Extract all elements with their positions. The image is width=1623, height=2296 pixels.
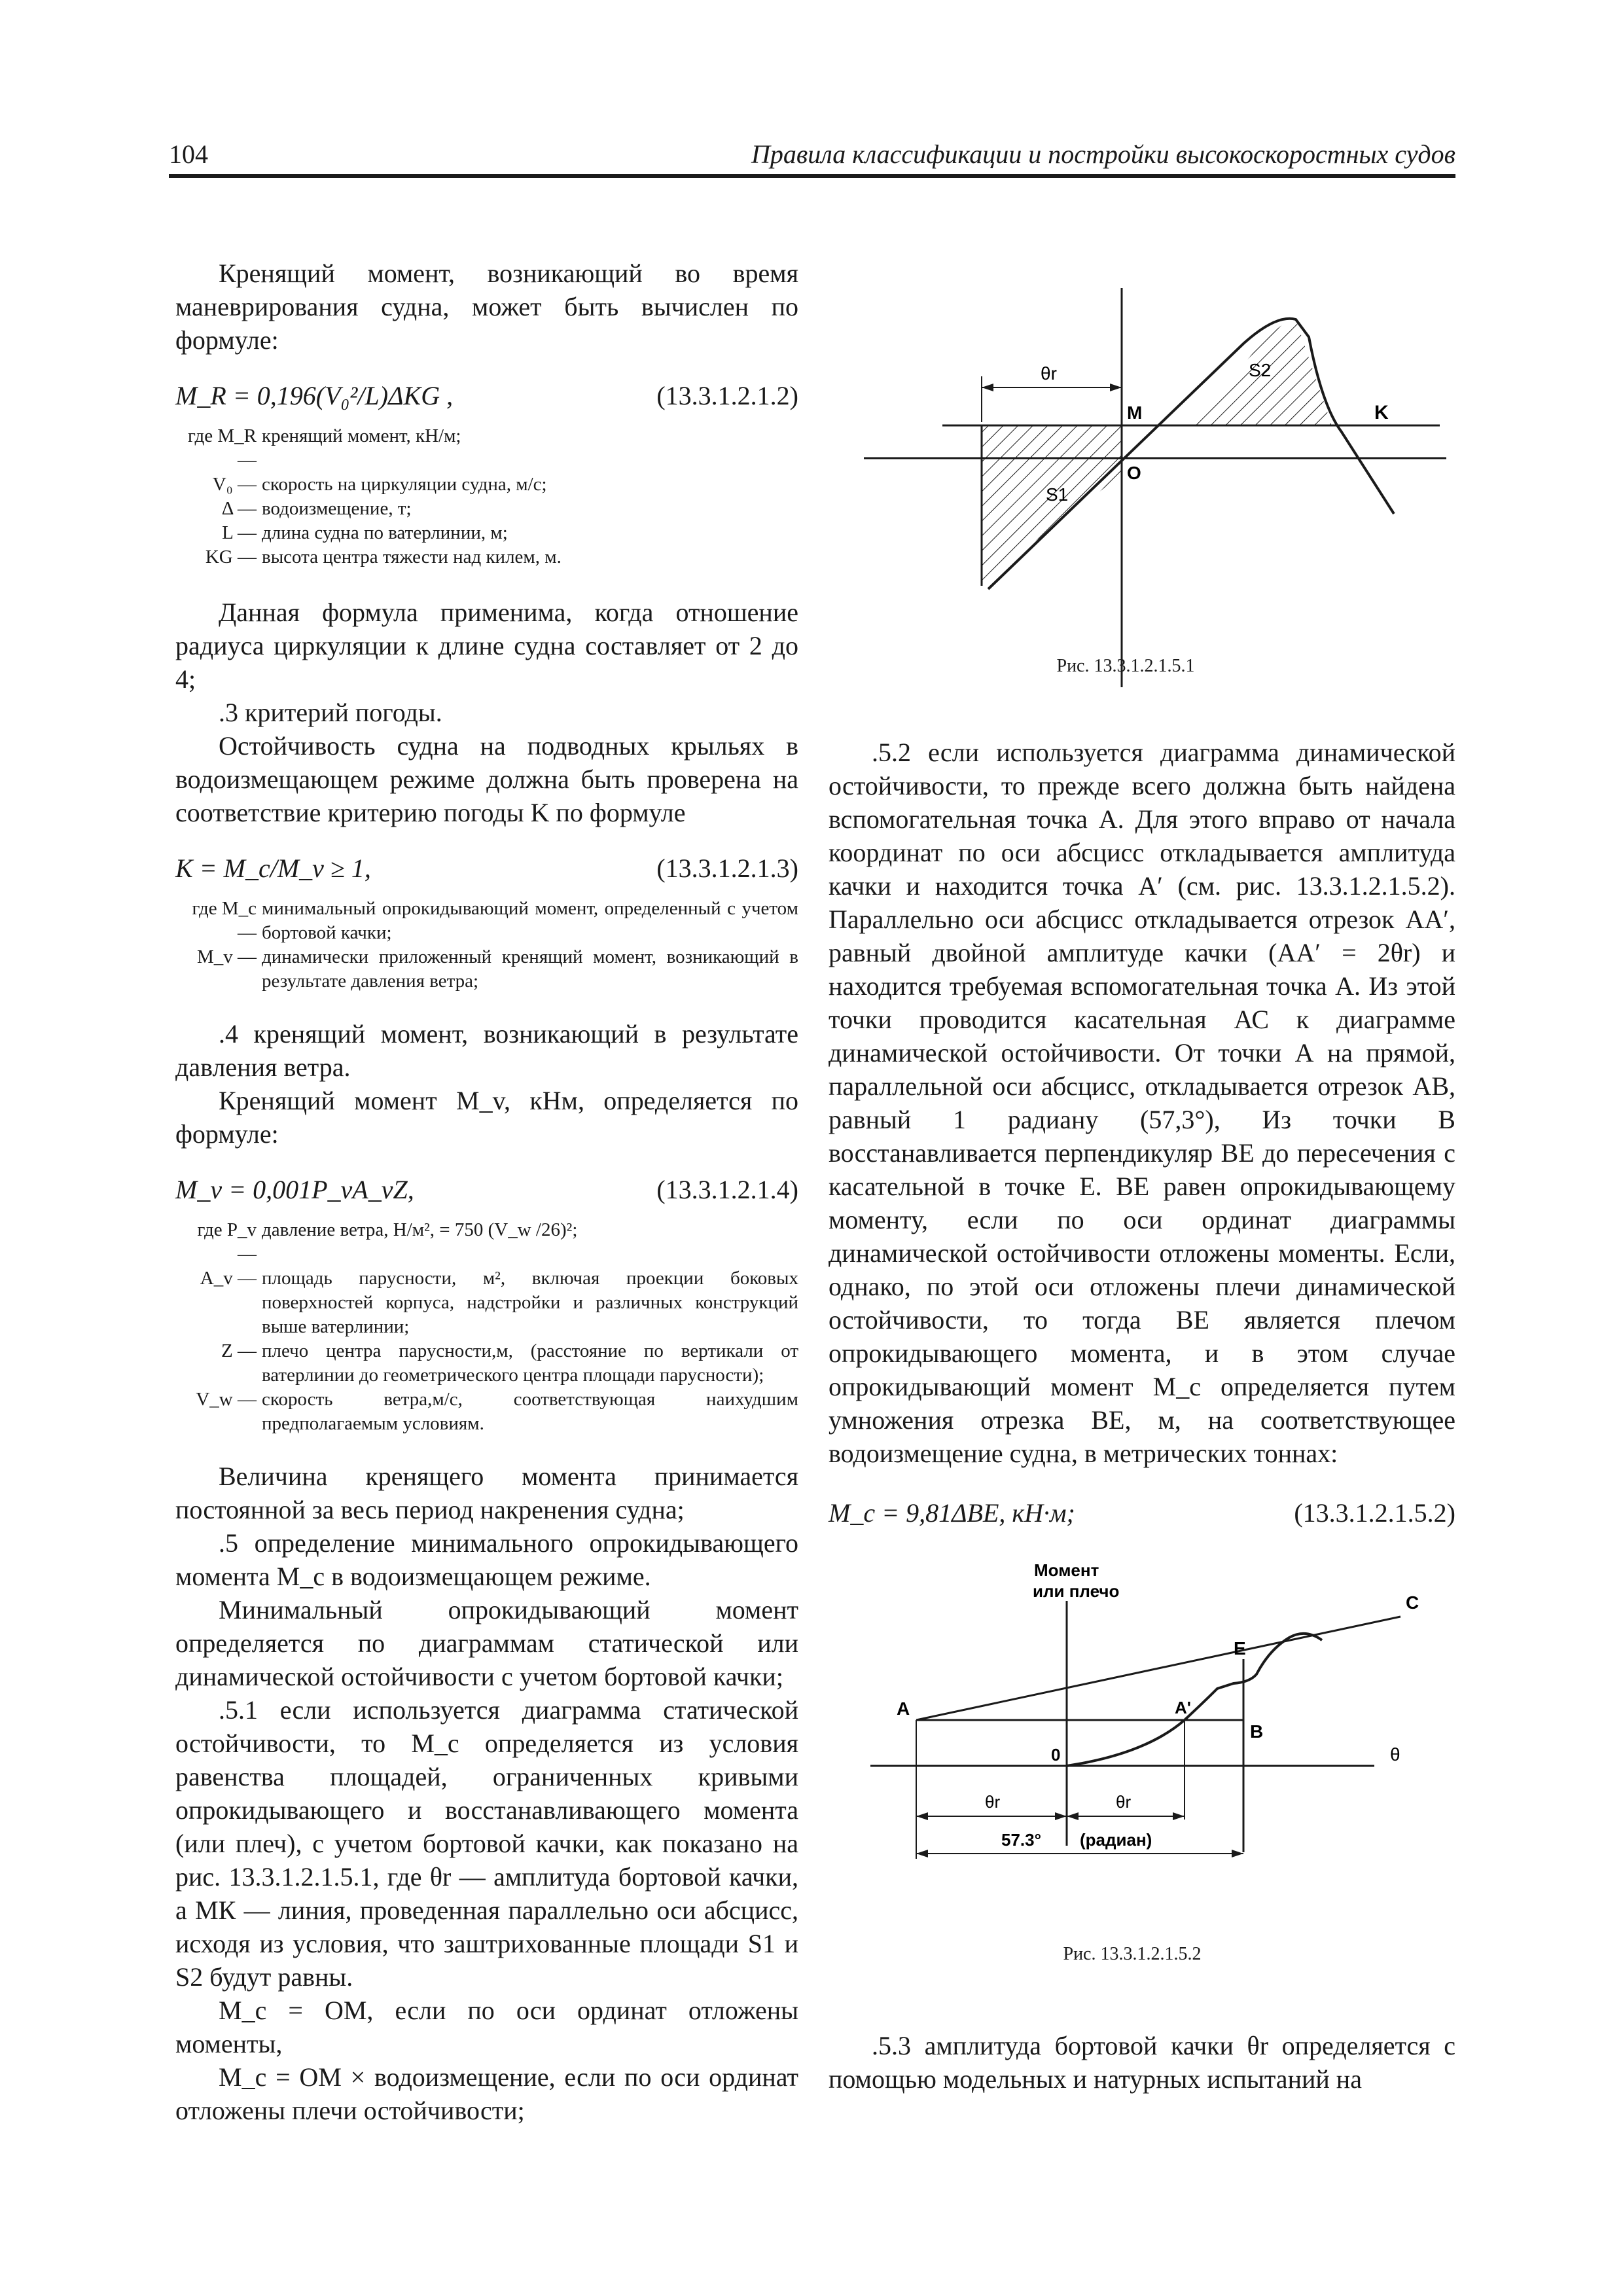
- figure-13-3-1-2-1-5-1: [844, 288, 1453, 694]
- paragraph-4b: Кренящий момент M_v, кНм, определяется по формуле:: [175, 1086, 798, 1149]
- formula-13-3-1-2-1-2: [175, 379, 798, 412]
- paragraph-stability: Остойчивость судна на подводных крыльях в водоизмещающем режиме должна быть проверена на соответствие критерию погоды K по формуле: [175, 731, 798, 827]
- paragraph-om-2: M_c = OM × водоизмещение, если по оси ординат отложены плечи остойчивости;: [175, 2062, 798, 2125]
- where-item: L — длина судна по ватерлинии, м;: [222, 522, 508, 543]
- paragraph-5-3: .5.3 амплитуда бортовой качки θr определяется с помощью модельных и натурных испытаний на: [829, 2031, 1455, 2094]
- label-s2: S2: [1249, 360, 1272, 380]
- formula-number: (13.3.1.2.1.5.2): [1294, 1498, 1455, 1528]
- where-item: M_v — динамически приложенный кренящий момент, возникающий в результате давления ветра;: [196, 946, 798, 992]
- where-item: где M_R — кренящий момент, кН/м;: [188, 425, 461, 471]
- formula-13-3-1-2-1-5-2: [829, 1496, 1455, 1530]
- where-item: A_v — площадь парусности, м², включая проекции боковых поверхностей корпуса, надстройки и различных конструкций выше ватерлинии;: [200, 1268, 798, 1337]
- arrow-head: [1173, 1812, 1185, 1820]
- paragraph-5: .5 определение минимального опрокидывающего момента M_c в водоизмещающем режиме.: [175, 1528, 798, 1591]
- label-m: M: [1127, 403, 1143, 423]
- arrow-head: [1067, 1812, 1079, 1820]
- where-list-3: [175, 1218, 798, 1436]
- figure-caption-2: Рис. 13.3.1.2.1.5.2: [1063, 1944, 1202, 1964]
- paragraph-5-1: .5.1 если используется диаграмма статической остойчивости, то M_c определяется из условия равенства площадей, ограниченных кривыми опрокидывающего и восстанавливающего момента (или плеч), с учетом бортовой качки, как показано на рис. 13.3.1.2.1.5.1, где θr — амплитуда бортовой качки, а МК — линия, проведенная параллельно оси абсцисс, исходя из условия, что заштрихованные площади S1 и S2 будут равны.: [175, 1695, 798, 1992]
- right-column-bottom: [829, 2029, 1455, 2096]
- where-list-2: [175, 897, 798, 994]
- paragraph-intro: Кренящий момент, возникающий во время маневрирования судна, может быть вычислен по формуле:: [175, 259, 798, 355]
- arrow-head: [1232, 1850, 1243, 1857]
- y-axis-label-2: или плечо: [1033, 1581, 1120, 1601]
- formula-13-3-1-2-1-3: [175, 852, 798, 885]
- where-item: Δ — водоизмещение, т;: [221, 498, 412, 519]
- where-item: V₀ — скорость на циркуляции судна, м/с;: [212, 474, 547, 495]
- left-column: [175, 257, 798, 2127]
- where-item: где M_c — минимальный опрокидывающий момент, определенный с учетом бортовой качки;: [192, 898, 798, 943]
- tangent-ac: [916, 1617, 1400, 1720]
- formula-expression: M_R = 0,196(V₀²/L)ΔKG ,: [175, 381, 454, 410]
- label-c: C: [1406, 1592, 1419, 1613]
- label-theta-r-right: θr: [1116, 1792, 1132, 1812]
- paragraph-constant: Величина кренящего момента принимается постоянной за весь период накренения судна;: [175, 1462, 798, 1524]
- label-origin: 0: [1051, 1745, 1061, 1765]
- arrow-head: [982, 384, 993, 391]
- page-number: 104: [169, 139, 208, 169]
- label-theta: θ: [1390, 1744, 1400, 1765]
- figure-13-3-1-2-1-5-2: [857, 1558, 1446, 1924]
- figure-caption-1: Рис. 13.3.1.2.1.5.1: [1056, 656, 1195, 676]
- paragraph-4: .4 кренящий момент, возникающий в результате давления ветра.: [175, 1019, 798, 1082]
- label-theta-r: θr: [1041, 363, 1057, 384]
- label-b: B: [1250, 1721, 1264, 1742]
- formula-13-3-1-2-1-4: [175, 1173, 798, 1206]
- formula-number: (13.3.1.2.1.4): [656, 1175, 798, 1204]
- arrow-head: [1055, 1812, 1067, 1820]
- formula-expression: K = M_c/M_v ≥ 1,: [175, 853, 371, 883]
- label-e: E: [1234, 1638, 1246, 1659]
- header-rule: [169, 174, 1455, 178]
- label-theta-r-left: θr: [985, 1792, 1001, 1812]
- label-radian: (радиан): [1080, 1830, 1152, 1850]
- label-a-prime: A': [1175, 1698, 1191, 1717]
- running-title: Правила классификации и постройки высокоскоростных судов: [751, 139, 1455, 169]
- paragraph-applicability: Данная формула применима, когда отношение радиуса циркуляции к длине судна составляет от 2 до 4;: [175, 598, 798, 694]
- right-column: [829, 736, 1455, 1530]
- formula-expression: M_v = 0,001P_vA_vZ,: [175, 1175, 414, 1204]
- arrow-head: [1110, 384, 1122, 391]
- where-list-1: [175, 424, 798, 569]
- formula-number: (13.3.1.2.1.3): [656, 853, 798, 883]
- label-k: K: [1374, 402, 1389, 423]
- paragraph-5b: Минимальный опрокидывающий момент определяется по диаграммам статической или динамической остойчивости с учетом бортовой качки;: [175, 1595, 798, 1691]
- arrow-head: [916, 1850, 928, 1857]
- paragraph-3: .3 критерий погоды.: [219, 698, 442, 727]
- formula-number: (13.3.1.2.1.2): [656, 381, 798, 410]
- label-57-3: 57.3°: [1001, 1830, 1042, 1850]
- where-item: V_w — скорость ветра,м/с, соответствующая наихудшим предполагаемым условиям.: [196, 1389, 798, 1434]
- y-axis-label-1: Момент: [1034, 1560, 1099, 1580]
- paragraph-om-1: M_c = OM, если по оси ординат отложены моменты,: [175, 1996, 798, 2058]
- label-s1: S1: [1046, 484, 1069, 505]
- where-item: Z — плечо центра парусности,м, (расстояние по вертикали от ватерлинии до геометрического центра площади парусности);: [221, 1340, 798, 1386]
- dynamic-stability-curve: [1067, 1634, 1322, 1766]
- where-item: где P_v — давление ветра, Н/м², = 750 (V_w /26)²;: [197, 1219, 578, 1265]
- arrow-head: [916, 1812, 928, 1820]
- label-a: A: [897, 1698, 910, 1719]
- where-item: KG — высота центра тяжести над килем, м.: [205, 547, 562, 567]
- paragraph-5-2: .5.2 если используется диаграмма динамической остойчивости, то прежде всего должна быть найдена вспомогательная точка А. Для этого вправо от начала координат по оси абсцисс откладывается амплитуда качки и находится точка А′ (см. рис. 13.3.1.2.1.5.2). Параллельно оси абсцисс откладывается отрезок АА′, равный двойной амплитуде качки (АА′ = 2θr) и находится требуемая вспомогательная точка А. Из этой точки проводится касательная АС к диаграмме динамической остойчивости. От точки А на прямой, параллельной оси абсцисс, откладывается отрезок АВ, равный 1 радиану (57,3°), Из точки В восстанавливается перпендикуляр ВЕ до пересечения с касательной в точке Е. ВЕ равен опрокидывающему моменту, если по оси ординат диаграммы динамической остойчивости отложены моменты. Если, однако, по этой оси отложены плечи динамической остойчивости, то тогда ВЕ является плечом опрокидывающего момента, и в этом случае опрокидывающий момент M_c определяется путем умножения отрезка ВЕ, м, на соответствующее водоизмещение судна, в метрических тоннах:: [829, 738, 1455, 1468]
- formula-expression: M_c = 9,81ΔBE, кН·м;: [829, 1498, 1075, 1528]
- label-o: O: [1127, 463, 1141, 483]
